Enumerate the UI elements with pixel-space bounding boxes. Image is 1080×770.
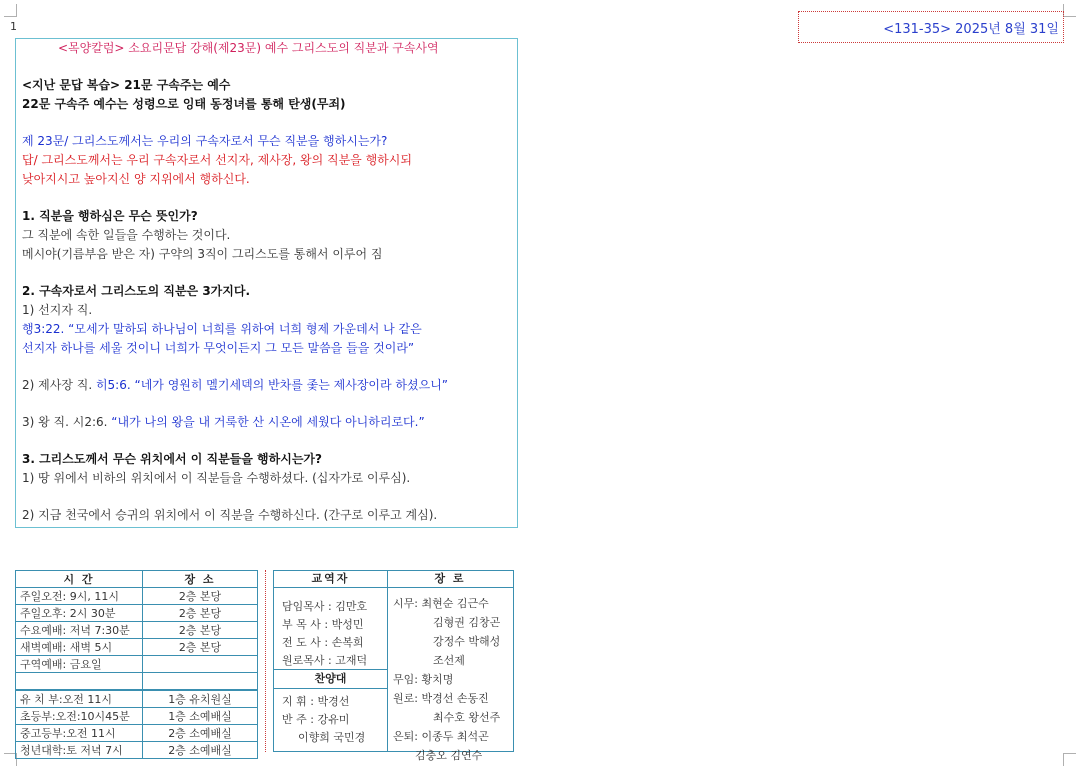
elder-entry: 김형권 김창곤	[433, 616, 501, 629]
table-row	[16, 725, 258, 742]
scripture-quote: “내가 나의 왕을 내 거룩한 산 시온에 세웠다 아니하리로다.”	[111, 415, 425, 429]
section-text: 2) 제사장 직.	[22, 378, 96, 392]
section-heading: 2. 구속자로서 그리스도의 직분은 3가지다.	[22, 284, 251, 298]
schedule-place: 2층 본당	[143, 622, 258, 639]
section-text: 2) 지금 천국에서 승귀의 위치에서 이 직분을 수행하신다. (간구로 이루고 계심).	[22, 508, 438, 522]
elder-entry: 시무: 최현순 김근수	[393, 597, 489, 610]
schedule-header-place: 장 소	[143, 571, 258, 588]
elder-entry: 강정수 박해성	[433, 635, 501, 648]
minister-entry: 부 목 사 : 박성민	[282, 618, 364, 631]
section-text: 1) 선지자 직.	[22, 303, 93, 317]
catechism-question: 제 23문/ 그리스도께서는 우리의 구속자로서 무슨 직분을 행하시는가?	[22, 134, 388, 148]
table-row	[16, 673, 258, 691]
sermon-column-box[interactable]	[15, 38, 518, 528]
schedule-time: 유 치 부:오전 11시	[16, 690, 143, 708]
review-line: 22문 구속주 예수는 성령으로 잉태 동정녀를 통해 탄생(무죄)	[22, 97, 346, 111]
catechism-answer: 낮아지시고 높아지신 양 지위에서 행하신다.	[22, 172, 250, 186]
minister-entry: 담임목사 : 김만호	[282, 600, 368, 613]
table-row	[16, 588, 258, 605]
table-row	[16, 656, 258, 673]
minister-entry: 전 도 사 : 손복희	[282, 636, 364, 649]
table-row	[16, 742, 258, 759]
elder-entry: 최수호 왕선주	[433, 711, 501, 724]
elder-entry: 조선제	[433, 654, 465, 667]
choir-header: 찬양대	[274, 669, 387, 689]
scripture-quote: 행3:22. “모세가 말하되 하나님이 너희를 위하여 너희 형제 가운데서 나 같은	[22, 322, 422, 336]
schedule-place	[143, 673, 258, 691]
schedule-time: 구역예배: 금요일	[16, 656, 143, 673]
schedule-place: 1층 소예배실	[143, 708, 258, 725]
section-text: 메시야(기름부음 받은 자) 구약의 3직이 그리스도를 통해서 이루어 짐	[22, 247, 383, 261]
schedule-time: 수요예배: 저녁 7:30분	[16, 622, 143, 639]
page-number-marker: 1	[10, 20, 17, 33]
column-divider	[265, 570, 266, 752]
date-header[interactable]: <131-35> 2025년 8월 31일	[798, 11, 1064, 43]
schedule-time: 중고등부:오전 11시	[16, 725, 143, 742]
page-corner-mark	[4, 4, 17, 17]
schedule-place	[143, 656, 258, 673]
schedule-time	[16, 673, 143, 691]
sermon-title: <목양칼럼> 소요리문답 강해(제23문) 예수 그리스도의 직분과 구속사역	[58, 41, 439, 55]
review-line: <지난 문답 복습> 21문 구속주는 예수	[22, 78, 231, 92]
schedule-place: 2층 본당	[143, 605, 258, 622]
section-heading: 1. 직분을 행하심은 무슨 뜻인가?	[22, 209, 198, 223]
catechism-answer: 답/ 그리스도께서는 우리 구속자로서 선지자, 제사장, 왕의 직분을 행하시되	[22, 153, 412, 167]
ministers-header: 교역자	[274, 571, 387, 588]
scripture-quote: 히5:6. “네가 영원히 멜기세덱의 반차를 좇는 제사장이라 하셨으니”	[95, 378, 449, 392]
section-text: 1) 땅 위에서 비하의 위치에서 이 직분들을 수행하셨다. (십자가로 이루심).	[22, 471, 411, 485]
page-corner-mark	[1063, 4, 1076, 17]
elders-header: 장 로	[387, 571, 513, 588]
staff-box	[273, 570, 514, 762]
choir-entry: 이향희 국민경	[298, 731, 366, 744]
schedule-time: 새벽예배: 새벽 5시	[16, 639, 143, 656]
section-heading: 3. 그리스도께서 무슨 위치에서 이 직분들을 행하시는가?	[22, 452, 322, 466]
schedule-place: 2층 소예배실	[143, 742, 258, 759]
schedule-place: 2층 본당	[143, 588, 258, 605]
choir-entry: 지 휘 : 박경선	[282, 695, 350, 708]
king-line	[22, 413, 511, 432]
schedule-time: 주일오전: 9시, 11시	[16, 588, 143, 605]
table-row	[16, 605, 258, 622]
schedule-place: 1층 유치원실	[143, 690, 258, 708]
elder-entry: 무임: 황치명	[393, 673, 454, 686]
worship-schedule-table	[15, 570, 258, 759]
schedule-time: 주일오후: 2시 30분	[16, 605, 143, 622]
section-text: 3) 왕 직. 시2:6.	[22, 415, 112, 429]
table-row	[16, 639, 258, 656]
choir-entry: 반 주 : 강유미	[282, 713, 350, 726]
schedule-time: 초등부:오전:10시45분	[16, 708, 143, 725]
table-row	[16, 690, 258, 708]
schedule-place: 2층 소예배실	[143, 725, 258, 742]
elder-entry: 원로: 박경선 손동진	[393, 692, 489, 705]
elders-column	[387, 571, 513, 762]
minister-entry: 원로목사 : 고재덕	[282, 654, 368, 667]
priest-line	[22, 376, 511, 395]
scripture-quote: 선지자 하나를 세울 것이니 너희가 무엇이든지 그 모든 말씀을 들을 것이라”	[22, 341, 415, 355]
ministers-column	[274, 571, 388, 751]
schedule-time: 청년대학:토 저녁 7시	[16, 742, 143, 759]
elder-entry: 김충오 김연수	[415, 749, 483, 762]
page-corner-mark	[1063, 753, 1076, 766]
elder-entry: 은퇴: 이종두 최석곤	[393, 730, 489, 743]
schedule-place: 2층 본당	[143, 639, 258, 656]
section-text: 그 직분에 속한 일들을 수행하는 것이다.	[22, 228, 231, 242]
schedule-header-time: 시 간	[16, 571, 143, 588]
table-row	[16, 622, 258, 639]
table-row	[16, 708, 258, 725]
